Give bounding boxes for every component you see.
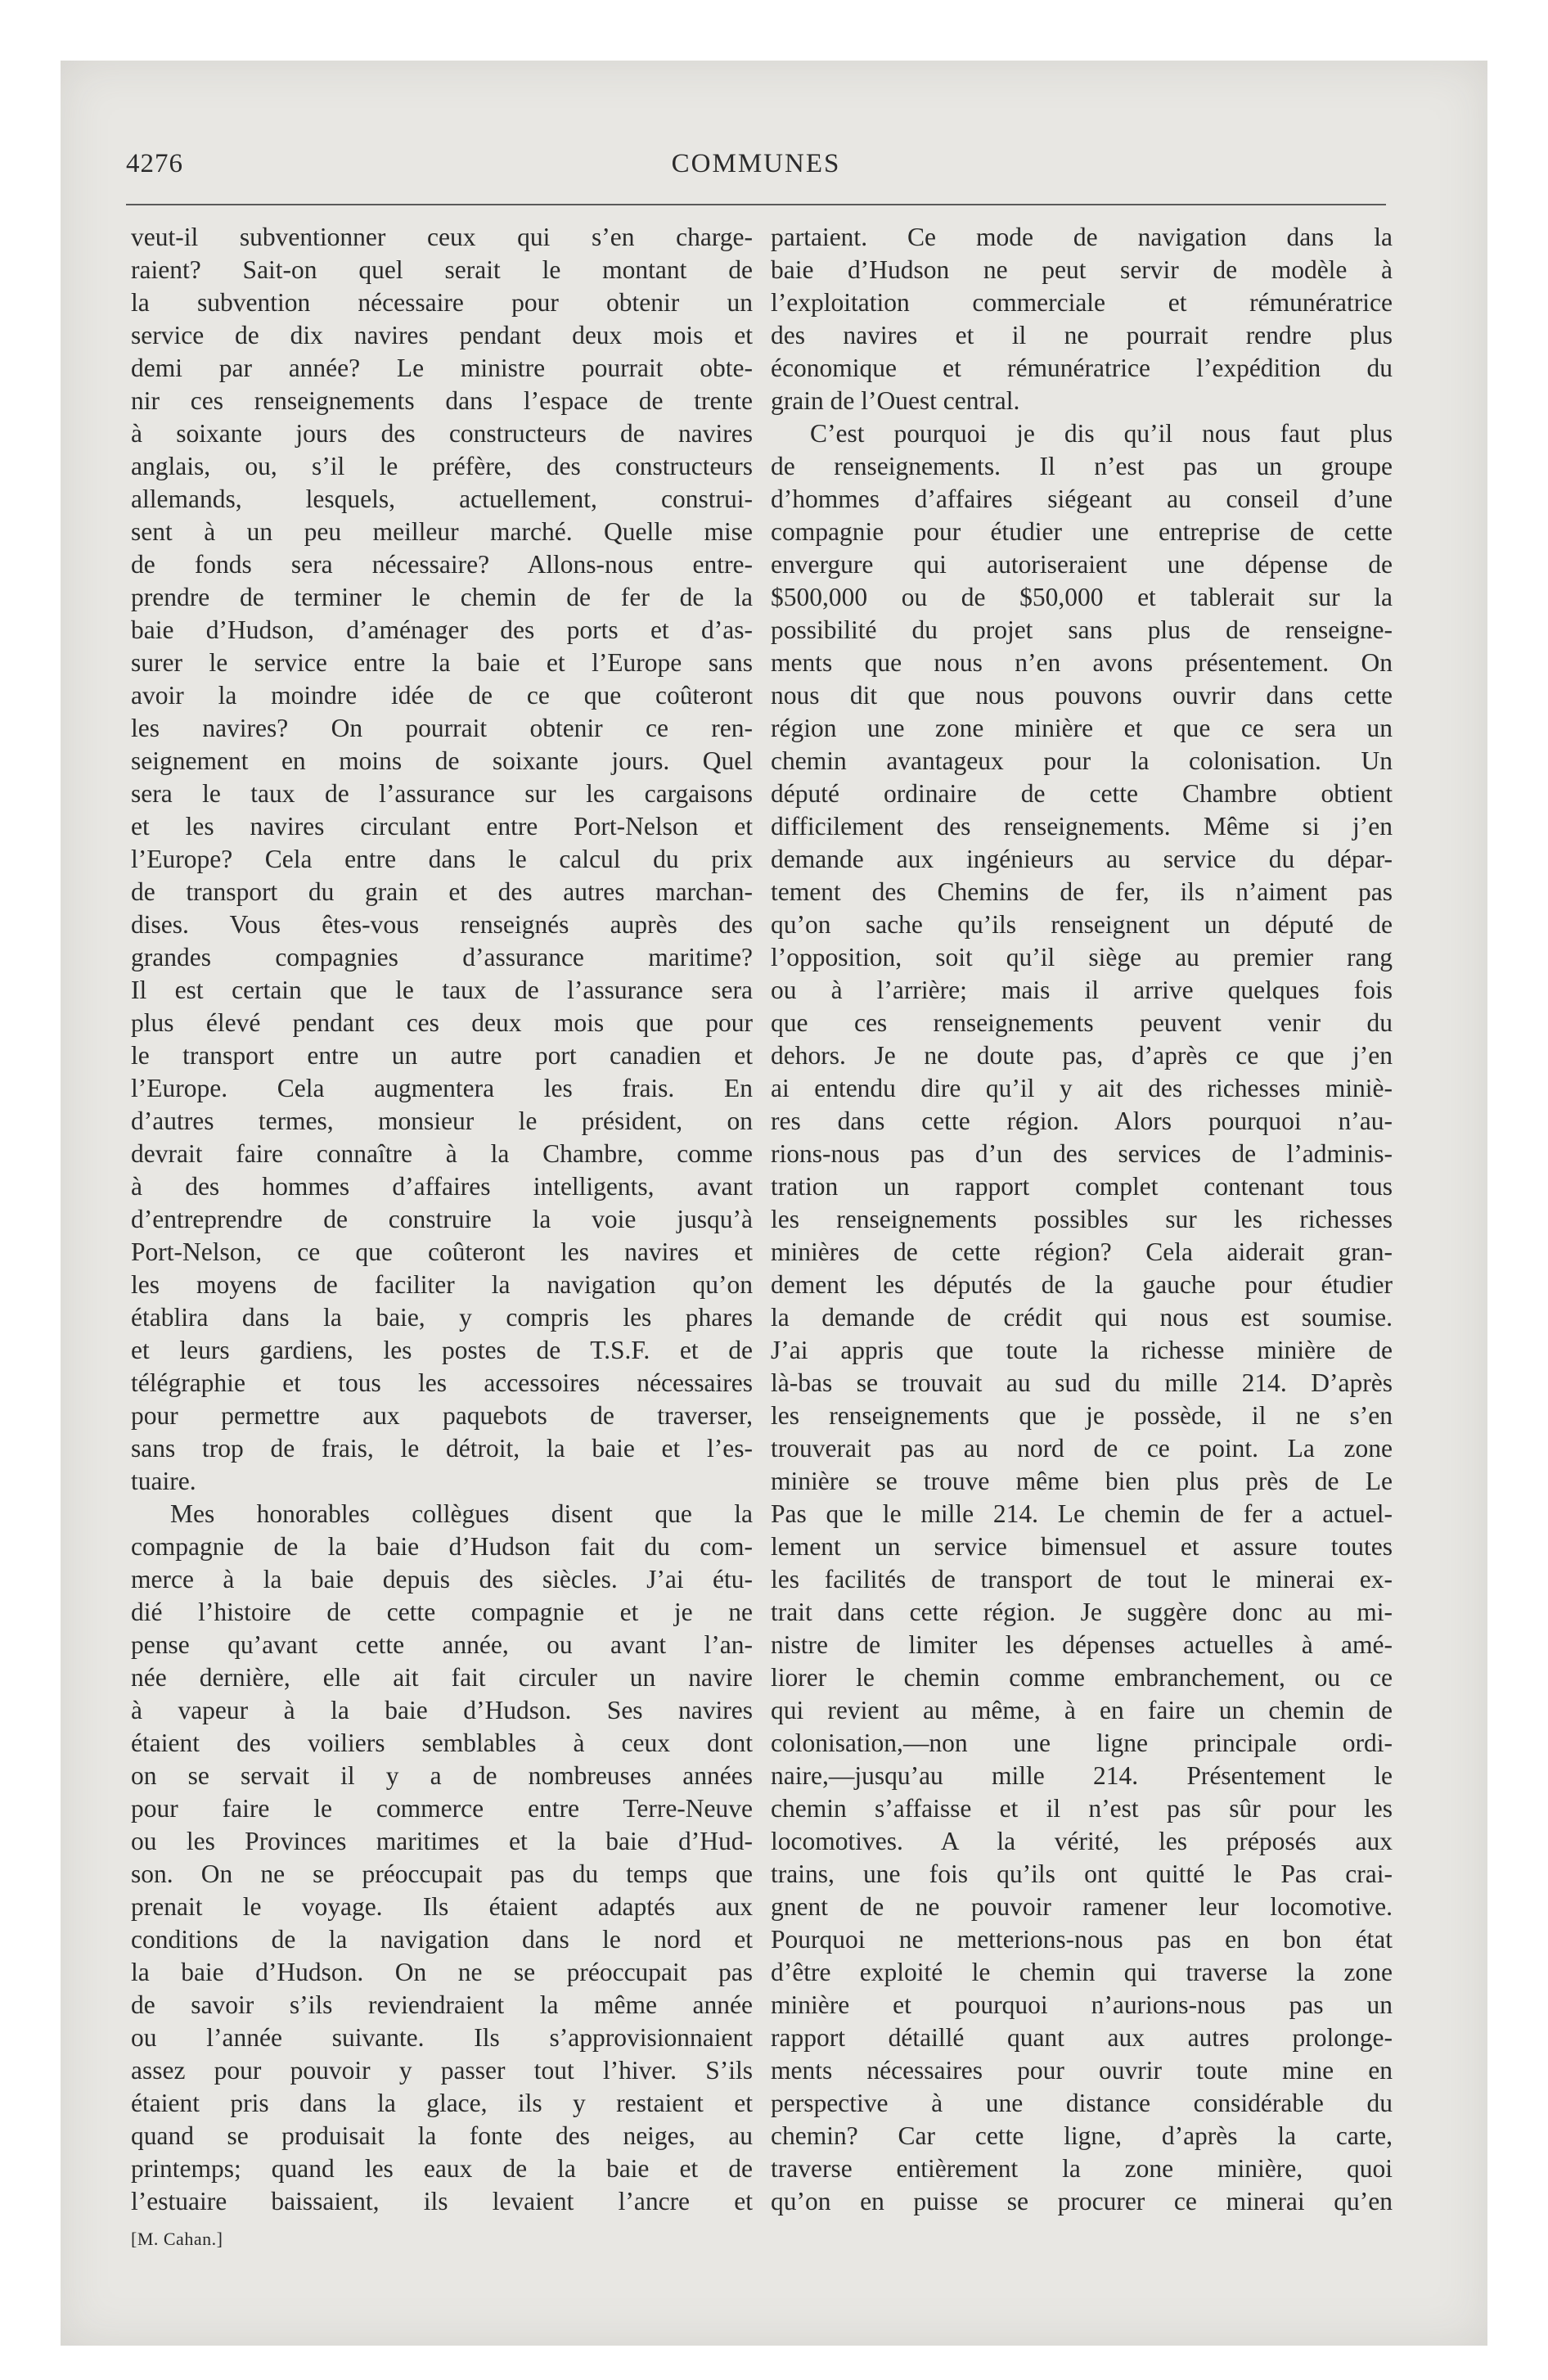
text-line: trouverait pas au nord de ce point. La zone [771, 1434, 1393, 1463]
text-line: Pourquoi ne metterions-nous pas en bon état [771, 1925, 1393, 1954]
text-line: sent à un peu meilleur marché. Quelle mise [131, 517, 753, 546]
text-line: l’Europe? Cela entre dans le calcul du prix [131, 845, 753, 873]
text-line: qui revient au même, à en faire un chemin de [771, 1696, 1393, 1724]
text-line: ou l’année suivante. Ils s’approvisionnaient [131, 2023, 753, 2052]
text-line: possibilité du projet sans plus de renseigne- [771, 615, 1393, 644]
text-line: surer le service entre la baie et l’Europe sans [131, 648, 753, 677]
text-line: Pas que le mille 214. Le chemin de fer a actuel- [771, 1499, 1393, 1528]
text-line: chemin? Car cette ligne, d’après la carte, [771, 2121, 1393, 2150]
text-line: raient? Sait-on quel serait le montant de [131, 255, 753, 284]
text-line: allemands, lesquels, actuellement, construi- [131, 485, 753, 513]
text-line: nistre de limiter les dépenses actuelles à amé- [771, 1630, 1393, 1659]
text-line: locomotives. A la vérité, les préposés aux [771, 1827, 1393, 1855]
text-line: ai entendu dire qu’il y ait des richesses miniè- [771, 1074, 1393, 1102]
text-line: de fonds sera nécessaire? Allons-nous entre- [131, 550, 753, 579]
text-line: député ordinaire de cette Chambre obtient [771, 779, 1393, 808]
text-line: région une zone minière et que ce sera un [771, 714, 1393, 742]
text-line: perspective à une distance considérable du [771, 2089, 1393, 2117]
text-line: service de dix navires pendant deux mois et [131, 321, 753, 349]
text-line: dehors. Je ne doute pas, d’après ce que j’en [771, 1041, 1393, 1070]
page-number: 4276 [126, 149, 183, 178]
text-line: son. On ne se préoccupait pas du temps que [131, 1859, 753, 1888]
text-line: conditions de la navigation dans le nord et [131, 1925, 753, 1954]
text-line: d’entreprendre de construire la voie jusqu’à [131, 1205, 753, 1233]
speaker-tag: [M. Cahan.] [131, 2229, 223, 2249]
text-line: demande aux ingénieurs au service du dépar- [771, 845, 1393, 873]
text-line: d’hommes d’affaires siégeant au conseil d’une [771, 485, 1393, 513]
text-line: anglais, ou, s’il le préfère, des constructeurs [131, 452, 753, 480]
text-line: établira dans la baie, y compris les phares [131, 1303, 753, 1332]
text-line: chemin avantageux pour la colonisation. Un [771, 746, 1393, 775]
text-line: les facilités de transport de tout le minerai ex- [771, 1565, 1393, 1593]
text-line: sans trop de frais, le détroit, la baie et l’es- [131, 1434, 753, 1463]
text-line: économique et rémunératrice l’expédition du [771, 354, 1393, 382]
text-line: avoir la moindre idée de ce que coûteront [131, 681, 753, 710]
right-column [771, 221, 1393, 2218]
text-line: née dernière, elle ait fait circuler un navire [131, 1663, 753, 1692]
header-rule [126, 204, 1386, 205]
text-line: télégraphie et tous les accessoires nécessaires [131, 1368, 753, 1397]
text-line: de savoir s’ils reviendraient la même année [131, 1990, 753, 2019]
text-line: liorer le chemin comme embranchement, ou ce [771, 1663, 1393, 1692]
text-line: tration un rapport complet contenant tous [771, 1172, 1393, 1201]
text-line: qu’on sache qu’ils renseignent un député de [771, 910, 1393, 939]
text-line: prendre de terminer le chemin de fer de la [131, 583, 753, 611]
text-line: l’estuaire baissaient, ils levaient l’ancre et [131, 2187, 753, 2215]
text-line: on se servait il y a de nombreuses années [131, 1761, 753, 1790]
text-line: à des hommes d’affaires intelligents, avant [131, 1172, 753, 1201]
text-line: le transport entre un autre port canadien et [131, 1041, 753, 1070]
text-line: les moyens de faciliter la navigation qu’on [131, 1270, 753, 1299]
text-line: qu’on en puisse se procurer ce minerai qu’en [771, 2187, 1393, 2215]
left-column [131, 221, 753, 2256]
text-line: ou les Provinces maritimes et la baie d’Hud- [131, 1827, 753, 1855]
text-line: rapport détaillé quant aux autres prolonge- [771, 2023, 1393, 2052]
section-title: COMMUNES [671, 149, 841, 178]
text-line: lement un service bimensuel et assure toutes [771, 1532, 1393, 1561]
text-line: pense qu’avant cette année, ou avant l’an- [131, 1630, 753, 1659]
text-line: de transport du grain et des autres marchan- [131, 877, 753, 906]
text-line: minière et pourquoi n’aurions-nous pas un [771, 1990, 1393, 2019]
text-line: merce à la baie depuis des siècles. J’ai étu- [131, 1565, 753, 1593]
text-line: minières de cette région? Cela aiderait gran- [771, 1237, 1393, 1266]
text-line: trains, une fois qu’ils ont quitté le Pas crai- [771, 1859, 1393, 1888]
text-line: res dans cette région. Alors pourquoi n’au- [771, 1107, 1393, 1135]
text-line: colonisation,—non une ligne principale ordi- [771, 1729, 1393, 1757]
text-line: devrait faire connaître à la Chambre, comme [131, 1139, 753, 1168]
text-line: les navires? On pourrait obtenir ce ren- [131, 714, 753, 742]
text-line: tuaire. [131, 1467, 196, 1495]
text-line: ments nécessaires pour ouvrir toute mine en [771, 2056, 1393, 2085]
text-line: baie d’Hudson ne peut servir de modèle à [771, 255, 1393, 284]
text-line: ments que nous n’en avons présentement. On [771, 648, 1393, 677]
text-line: plus élevé pendant ces deux mois que pour [131, 1008, 753, 1037]
text-line: la subvention nécessaire pour obtenir un [131, 288, 753, 317]
text-line: à vapeur à la baie d’Hudson. Ses navires [131, 1696, 753, 1724]
text-line: gnent de ne pouvoir ramener leur locomotive. [771, 1892, 1393, 1921]
text-line: chemin s’affaisse et il n’est pas sûr pour les [771, 1794, 1393, 1823]
text-line: et leurs gardiens, les postes de T.S.F. et de [131, 1336, 753, 1364]
text-line: nous dit que nous pouvons ouvrir dans cette [771, 681, 1393, 710]
text-line: seignement en moins de soixante jours. Quel [131, 746, 753, 775]
text-line: la baie d’Hudson. On ne se préoccupait pas [131, 1958, 753, 1986]
text-line: veut-il subventionner ceux qui s’en charge- [131, 223, 753, 251]
text-line: C’est pourquoi je dis qu’il nous faut plus [810, 419, 1393, 448]
text-line: dié l’histoire de cette compagnie et je ne [131, 1598, 753, 1626]
text-line: sera le taux de l’assurance sur les cargaisons [131, 779, 753, 808]
text-line: l’Europe. Cela augmentera les frais. En [131, 1074, 753, 1102]
text-line: Mes honorables collègues disent que la [170, 1499, 753, 1528]
text-line: $500,000 ou de $50,000 et tablerait sur la [771, 583, 1393, 611]
text-line: les renseignements que je possède, il ne s’en [771, 1401, 1393, 1430]
text-line: prenait le voyage. Ils étaient adaptés aux [131, 1892, 753, 1921]
text-line: la demande de crédit qui nous est soumise. [771, 1303, 1393, 1332]
text-line: rions-nous pas d’un des services de l’adminis- [771, 1139, 1393, 1168]
text-line: de renseignements. Il n’est pas un groupe [771, 452, 1393, 480]
text-line: difficilement des renseignements. Même si j’en [771, 812, 1393, 841]
text-line: l’opposition, soit qu’il siège au premier rang [771, 943, 1393, 971]
text-line: envergure qui autoriseraient une dépense de [771, 550, 1393, 579]
text-line: traverse entièrement la zone minière, quoi [771, 2154, 1393, 2183]
text-line: minière se trouve même bien plus près de Le [771, 1467, 1393, 1495]
text-line: dement les députés de la gauche pour étudier [771, 1270, 1393, 1299]
text-line: ou à l’arrière; mais il arrive quelques fois [771, 976, 1393, 1004]
text-line: quand se produisait la fonte des neiges, au [131, 2121, 753, 2150]
text-line: les renseignements possibles sur les richesses [771, 1205, 1393, 1233]
text-line: étaient des voiliers semblables à ceux dont [131, 1729, 753, 1757]
text-line: que ces renseignements peuvent venir du [771, 1008, 1393, 1037]
text-line: baie d’Hudson, d’aménager des ports et d’as- [131, 615, 753, 644]
text-line: grain de l’Ouest central. [771, 386, 1020, 415]
text-line: nir ces renseignements dans l’espace de trente [131, 386, 753, 415]
text-line: dises. Vous êtes-vous renseignés auprès des [131, 910, 753, 939]
text-line: pour faire le commerce entre Terre-Neuve [131, 1794, 753, 1823]
text-line: pour permettre aux paquebots de traverser, [131, 1401, 753, 1430]
text-line: J’ai appris que toute la richesse minière de [771, 1336, 1393, 1364]
text-line: à soixante jours des constructeurs de navires [131, 419, 753, 448]
text-line: là-bas se trouvait au sud du mille 214. D’après [771, 1368, 1393, 1397]
text-line: et les navires circulant entre Port-Nelson et [131, 812, 753, 841]
text-line: d’être exploité le chemin qui traverse la zone [771, 1958, 1393, 1986]
page-header [126, 149, 1386, 187]
text-line: naire,—jusqu’au mille 214. Présentement le [771, 1761, 1393, 1790]
text-line: d’autres termes, monsieur le président, on [131, 1107, 753, 1135]
text-line: trait dans cette région. Je suggère donc au mi- [771, 1598, 1393, 1626]
text-line: printemps; quand les eaux de la baie et de [131, 2154, 753, 2183]
text-line: partaient. Ce mode de navigation dans la [771, 223, 1393, 251]
text-line: l’exploitation commerciale et rémunératrice [771, 288, 1393, 317]
text-line: tement des Chemins de fer, ils n’aiment pas [771, 877, 1393, 906]
text-line: compagnie pour étudier une entreprise de cette [771, 517, 1393, 546]
text-line: Port-Nelson, ce que coûteront les navires et [131, 1237, 753, 1266]
text-line: Il est certain que le taux de l’assurance sera [131, 976, 753, 1004]
text-line: des navires et il ne pourrait rendre plus [771, 321, 1393, 349]
text-line: compagnie de la baie d’Hudson fait du com- [131, 1532, 753, 1561]
text-line: étaient pris dans la glace, ils y restaient et [131, 2089, 753, 2117]
text-line: grandes compagnies d’assurance maritime? [131, 943, 753, 971]
text-line: demi par année? Le ministre pourrait obte- [131, 354, 753, 382]
text-line: assez pour pouvoir y passer tout l’hiver. S’ils [131, 2056, 753, 2085]
